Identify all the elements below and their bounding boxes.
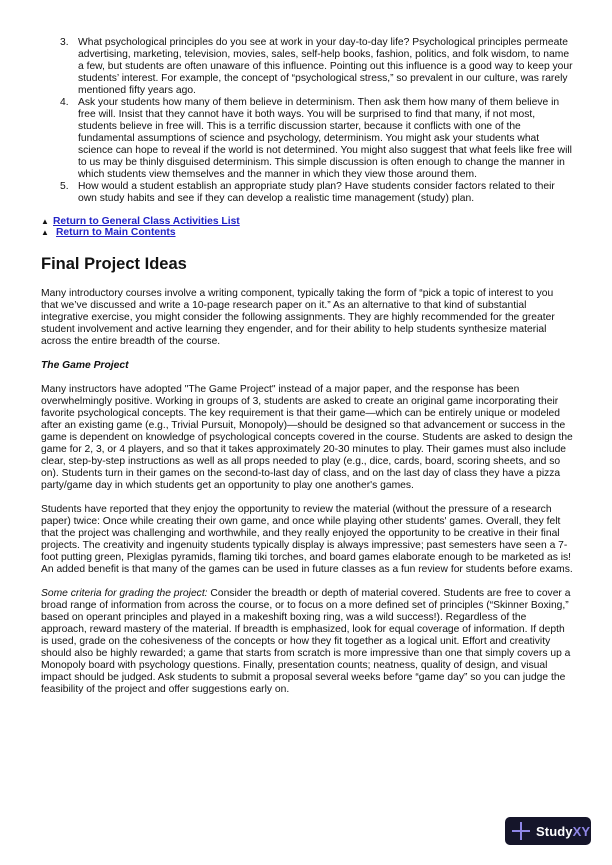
list-item-number: 3. bbox=[60, 37, 69, 48]
discussion-question-list bbox=[41, 37, 573, 205]
list-item bbox=[41, 37, 573, 97]
grading-criteria-paragraph bbox=[41, 588, 573, 696]
grading-criteria-label: Some criteria for grading the project: bbox=[41, 588, 208, 599]
navigation-links bbox=[41, 216, 573, 238]
subsection-heading: The Game Project bbox=[41, 360, 129, 371]
grading-criteria-text: Consider the breadth or depth of material covered. Students are free to cover a broad range of information from across the course, or to focus on a more defined set of principles (“Skinner Boxing,” based on operant principles and played in a makeshift boxing ring, was a wild success!). Regardless of the approach, reward mastery of the material. If breadth is emphasized, look for equal coverage of information. If depth is used, grade on the cohesiveness of the concepts or how they fit together as a logical unit. Effort and creativity should also be highly rewarded; a game that starts from scratch is more impressive than one that simply covers up a Monopoly board with psychology questions. Finally, presentation counts; neatness, quality of design, and visual impact should be judged. Ask students to submit a proposal several weeks before “game day” so you can judge the feasibility of the project and offer suggestions early on. bbox=[41, 588, 571, 695]
intro-paragraph: Many introductory courses involve a writing component, typically taking the form of “pick a topic of interest to you that we’ve discussed and write a 10-page research paper on it.” As an alternative to that kind of substantial integrative exercise, you might consider the following assignments. They are highly recommended for the greater student involvement and active learning they engender, and for their ability to help students synthesize material across the entire breadth of the course. bbox=[41, 288, 555, 347]
list-item-number: 5. bbox=[60, 181, 69, 192]
list-item-text: How would a student establish an appropriate study plan? Have students consider factors related to their own study habits and see if they can develop a realistic time management (study) plan. bbox=[78, 181, 555, 204]
triangle-up-icon: ▲ bbox=[41, 227, 49, 237]
game-project-paragraph-2: Students have reported that they enjoy the opportunity to review the material (without the pressure of a research paper) twice: Once while creating their own game, and once while playing other students' games. Overall, they felt that the project was challenging and worthwhile, and they really enjoyed the opportunity to be creative in their final projects. The creativity and ingenuity students typically display is always impressive; past semesters have seen a 7-foot putting green, Plexiglas pyramids, flaming tiki torches, and board games elaborate enough to be marketed as is! An added benefit is that many of the games can be used in future classes as a fun review for students before exams. bbox=[41, 504, 573, 575]
list-item-text: Ask your students how many of them believe in determinism. Then ask them how many of them believe in free will. Insist that they cannot have it both ways. You will be surprised to find that many, if not most, students believe in free will. This is a terrific discussion starter, because it conflicts with one of the fundamental assumptions of science and psychology, determinism. You might ask your students what science can hope to reveal if the world is not determined. You might also suggest that what feels like free will to us may be thinly disguised determinism. This simple discussion is often enough to change the manner in which students view themselves and the manner in which they view those around them. bbox=[78, 97, 572, 180]
list-item bbox=[41, 97, 573, 181]
return-to-main-contents-row bbox=[41, 227, 573, 238]
list-item bbox=[41, 181, 573, 205]
brand-xy: XY bbox=[572, 823, 591, 839]
brand-logo-text bbox=[536, 824, 590, 839]
return-to-main-contents-link[interactable]: Return to Main Contents bbox=[56, 226, 176, 238]
list-item-text: What psychological principles do you see at work in your day-to-day life? Psychological principles permeate advertising, marketing, television, movies, sales, self-help books, fashion, politics, and folk wisdom, to name a few, but students are often unaware of this influence. Pointing out this influence is a good way to keep your students’ interest. For example, the concept of “psychological stress,” so prevalent in our culture, was rarely mentioned fifty years ago. bbox=[78, 37, 573, 96]
section-heading: Final Project Ideas bbox=[41, 255, 187, 273]
studyxy-watermark-badge[interactable] bbox=[505, 817, 591, 845]
triangle-up-icon: ▲ bbox=[41, 216, 49, 226]
return-to-activities-row bbox=[41, 216, 573, 227]
document-page bbox=[41, 37, 573, 708]
return-to-general-class-activities-link[interactable]: Return to General Class Activities List bbox=[53, 215, 240, 227]
list-item-number: 4. bbox=[60, 97, 69, 108]
brand-study: Study bbox=[536, 823, 573, 839]
game-project-paragraph-1: Many instructors have adopted "The Game Project" instead of a major paper, and the response has been overwhelmingly positive. Working in groups of 3, students are asked to create an original game incorporating their favorite psychological concepts. The key requirement is that their game—which can be entirely unique or modeled after an existing game (e.g., Trivial Pursuit, Monopoly)—should be designed so that advancement or success in the game is dependent on knowledge of psychological concepts covered in the course. Students are asked to design the game for 2, 3, or 4 players, and so that it takes approximately 20-30 minutes to play. Their games must also include clear, step-by-step instructions as well as all props needed to play (e.g., dice, cards, board, scoring sheets, and so on). Students turn in their games on the second-to-last day of class, and on the last day of class they have a pizza party/game day in which students get an opportunity to play one another's games. bbox=[41, 384, 573, 491]
plus-icon bbox=[510, 820, 532, 842]
